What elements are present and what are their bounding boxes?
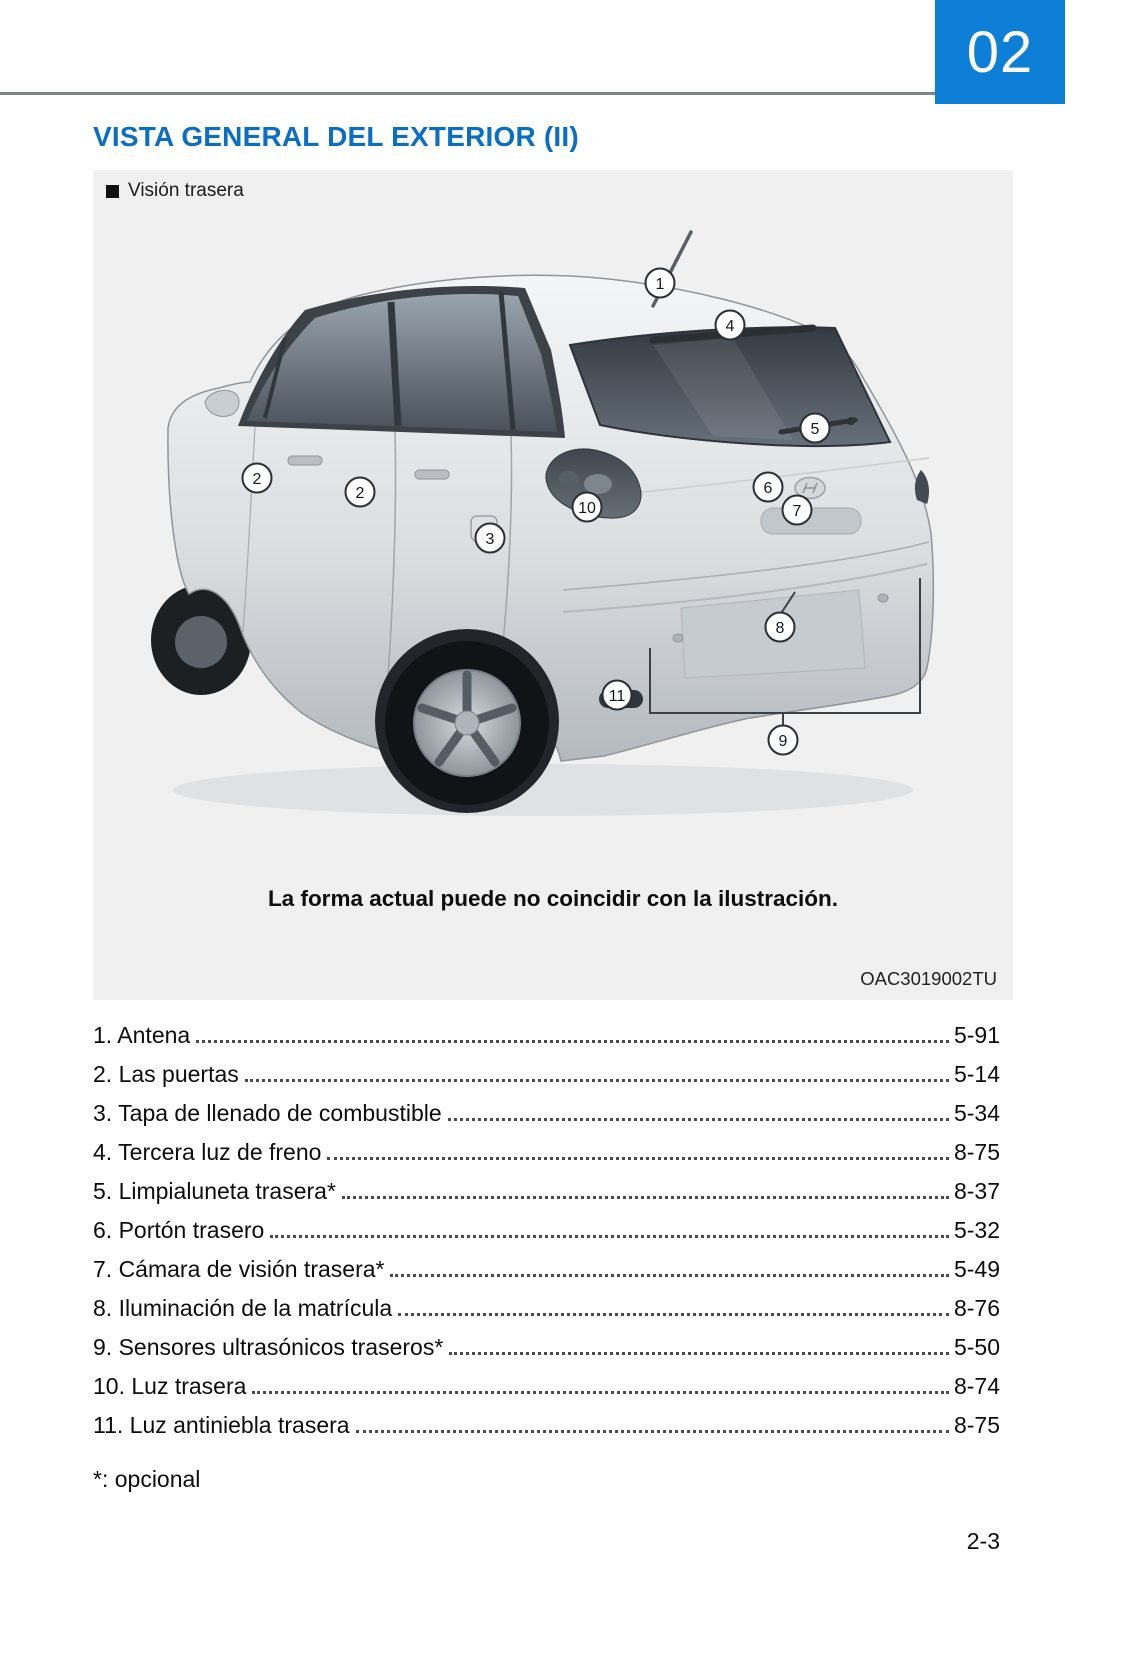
dot-leader — [398, 1313, 949, 1316]
dot-leader — [390, 1274, 948, 1277]
callout-marker-9 — [769, 726, 798, 755]
legend-item-page-ref: 8-75 — [953, 1139, 1000, 1165]
callout-marker-8 — [766, 613, 795, 642]
tail-light-far — [915, 470, 929, 504]
dot-leader — [342, 1196, 949, 1199]
dot-leader — [448, 1118, 949, 1121]
svg-text:10: 10 — [578, 500, 596, 517]
legend-item-puertas[interactable] — [93, 1061, 1000, 1100]
side-windows — [238, 286, 565, 438]
legend-item-page-ref: 5-14 — [953, 1061, 1000, 1087]
callout-marker-11 — [603, 681, 632, 710]
legend-item-limpialuneta[interactable] — [93, 1178, 1000, 1217]
header-divider — [0, 92, 935, 95]
figure-label-text: Visión trasera — [128, 180, 244, 201]
square-bullet-icon — [106, 185, 119, 198]
callout-marker-10 — [573, 493, 602, 522]
parts-legend-list — [93, 1022, 1000, 1451]
legend-item-page-ref: 5-49 — [953, 1256, 1000, 1282]
dot-leader — [245, 1079, 949, 1082]
page-number: 2-3 — [966, 1528, 1000, 1554]
legend-item-label: 10. Luz trasera — [93, 1373, 247, 1399]
legend-item-label: 6. Portón trasero — [93, 1217, 265, 1243]
legend-item-page-ref: 5-91 — [953, 1022, 1000, 1048]
legend-item-label: 4. Tercera luz de freno — [93, 1139, 322, 1165]
figure-label — [106, 180, 244, 202]
dot-leader — [270, 1235, 949, 1238]
legend-item-camara-trasera[interactable] — [93, 1256, 1000, 1295]
legend-item-page-ref: 5-50 — [953, 1334, 1000, 1360]
legend-item-label: 9. Sensores ultrasónicos traseros* — [93, 1334, 444, 1360]
callout-marker-5 — [801, 414, 830, 443]
legend-item-label: 8. Iluminación de la matrícula — [93, 1295, 393, 1321]
callout-marker-3 — [476, 524, 505, 553]
svg-text:6: 6 — [763, 480, 773, 497]
legend-item-page-ref: 8-75 — [953, 1412, 1000, 1438]
svg-text:1: 1 — [655, 276, 665, 293]
callout-marker-6 — [754, 473, 783, 502]
chapter-number-badge: 02 — [935, 0, 1065, 104]
figure-reference-code: OAC3019002TU — [860, 968, 997, 989]
rear-wheel — [375, 629, 559, 813]
dot-leader — [196, 1040, 949, 1043]
callout-marker-2b — [346, 478, 375, 507]
legend-item-porton-trasero[interactable] — [93, 1217, 1000, 1256]
legend-item-label: 3. Tapa de llenado de combustible — [93, 1100, 442, 1126]
legend-item-page-ref: 8-76 — [953, 1295, 1000, 1321]
svg-text:5: 5 — [810, 421, 820, 438]
legend-item-page-ref: 5-32 — [953, 1217, 1000, 1243]
legend-item-label: 11. Luz antiniebla trasera — [93, 1412, 350, 1438]
legend-item-label: 5. Limpialuneta trasera* — [93, 1178, 336, 1204]
dot-leader — [252, 1391, 949, 1394]
svg-text:7: 7 — [792, 503, 802, 520]
legend-item-luz-antiniebla[interactable] — [93, 1412, 1000, 1451]
svg-text:2: 2 — [252, 471, 262, 488]
svg-text:3: 3 — [485, 531, 495, 548]
rear-window — [570, 327, 890, 446]
svg-text:9: 9 — [778, 733, 788, 750]
figure-caption: La forma actual puede no coincidir con la ilustración. — [267, 886, 839, 911]
svg-text:8: 8 — [775, 620, 785, 637]
legend-item-tapa-combustible[interactable] — [93, 1100, 1000, 1139]
dot-leader — [356, 1430, 949, 1433]
legend-item-iluminacion-matricula[interactable] — [93, 1295, 1000, 1334]
legend-item-page-ref: 5-34 — [953, 1100, 1000, 1126]
legend-item-label: 7. Cámara de visión trasera* — [93, 1256, 385, 1282]
svg-text:4: 4 — [725, 318, 735, 335]
legend-item-label: 2. Las puertas — [93, 1061, 239, 1087]
page-title: VISTA GENERAL DEL EXTERIOR (II) — [93, 121, 579, 152]
dot-leader — [449, 1352, 949, 1355]
legend-item-antena[interactable] — [93, 1022, 1000, 1061]
svg-text:11: 11 — [608, 688, 626, 705]
legend-item-sensores-ultrasonicos[interactable] — [93, 1334, 1000, 1373]
callout-marker-7 — [783, 496, 812, 525]
svg-text:2: 2 — [355, 485, 365, 502]
legend-item-luz-trasera[interactable] — [93, 1373, 1000, 1412]
callout-marker-4 — [716, 311, 745, 340]
optional-footnote: *: opcional — [93, 1466, 201, 1492]
legend-item-label: 1. Antena — [93, 1022, 191, 1048]
figure-box — [93, 170, 1013, 1000]
dot-leader — [327, 1157, 949, 1160]
legend-item-tercera-luz-freno[interactable] — [93, 1139, 1000, 1178]
legend-item-page-ref: 8-37 — [953, 1178, 1000, 1204]
legend-item-page-ref: 8-74 — [953, 1373, 1000, 1399]
car-rear-view-illustration — [93, 170, 1013, 1000]
callout-marker-1 — [646, 269, 675, 298]
callout-marker-2a — [243, 464, 272, 493]
